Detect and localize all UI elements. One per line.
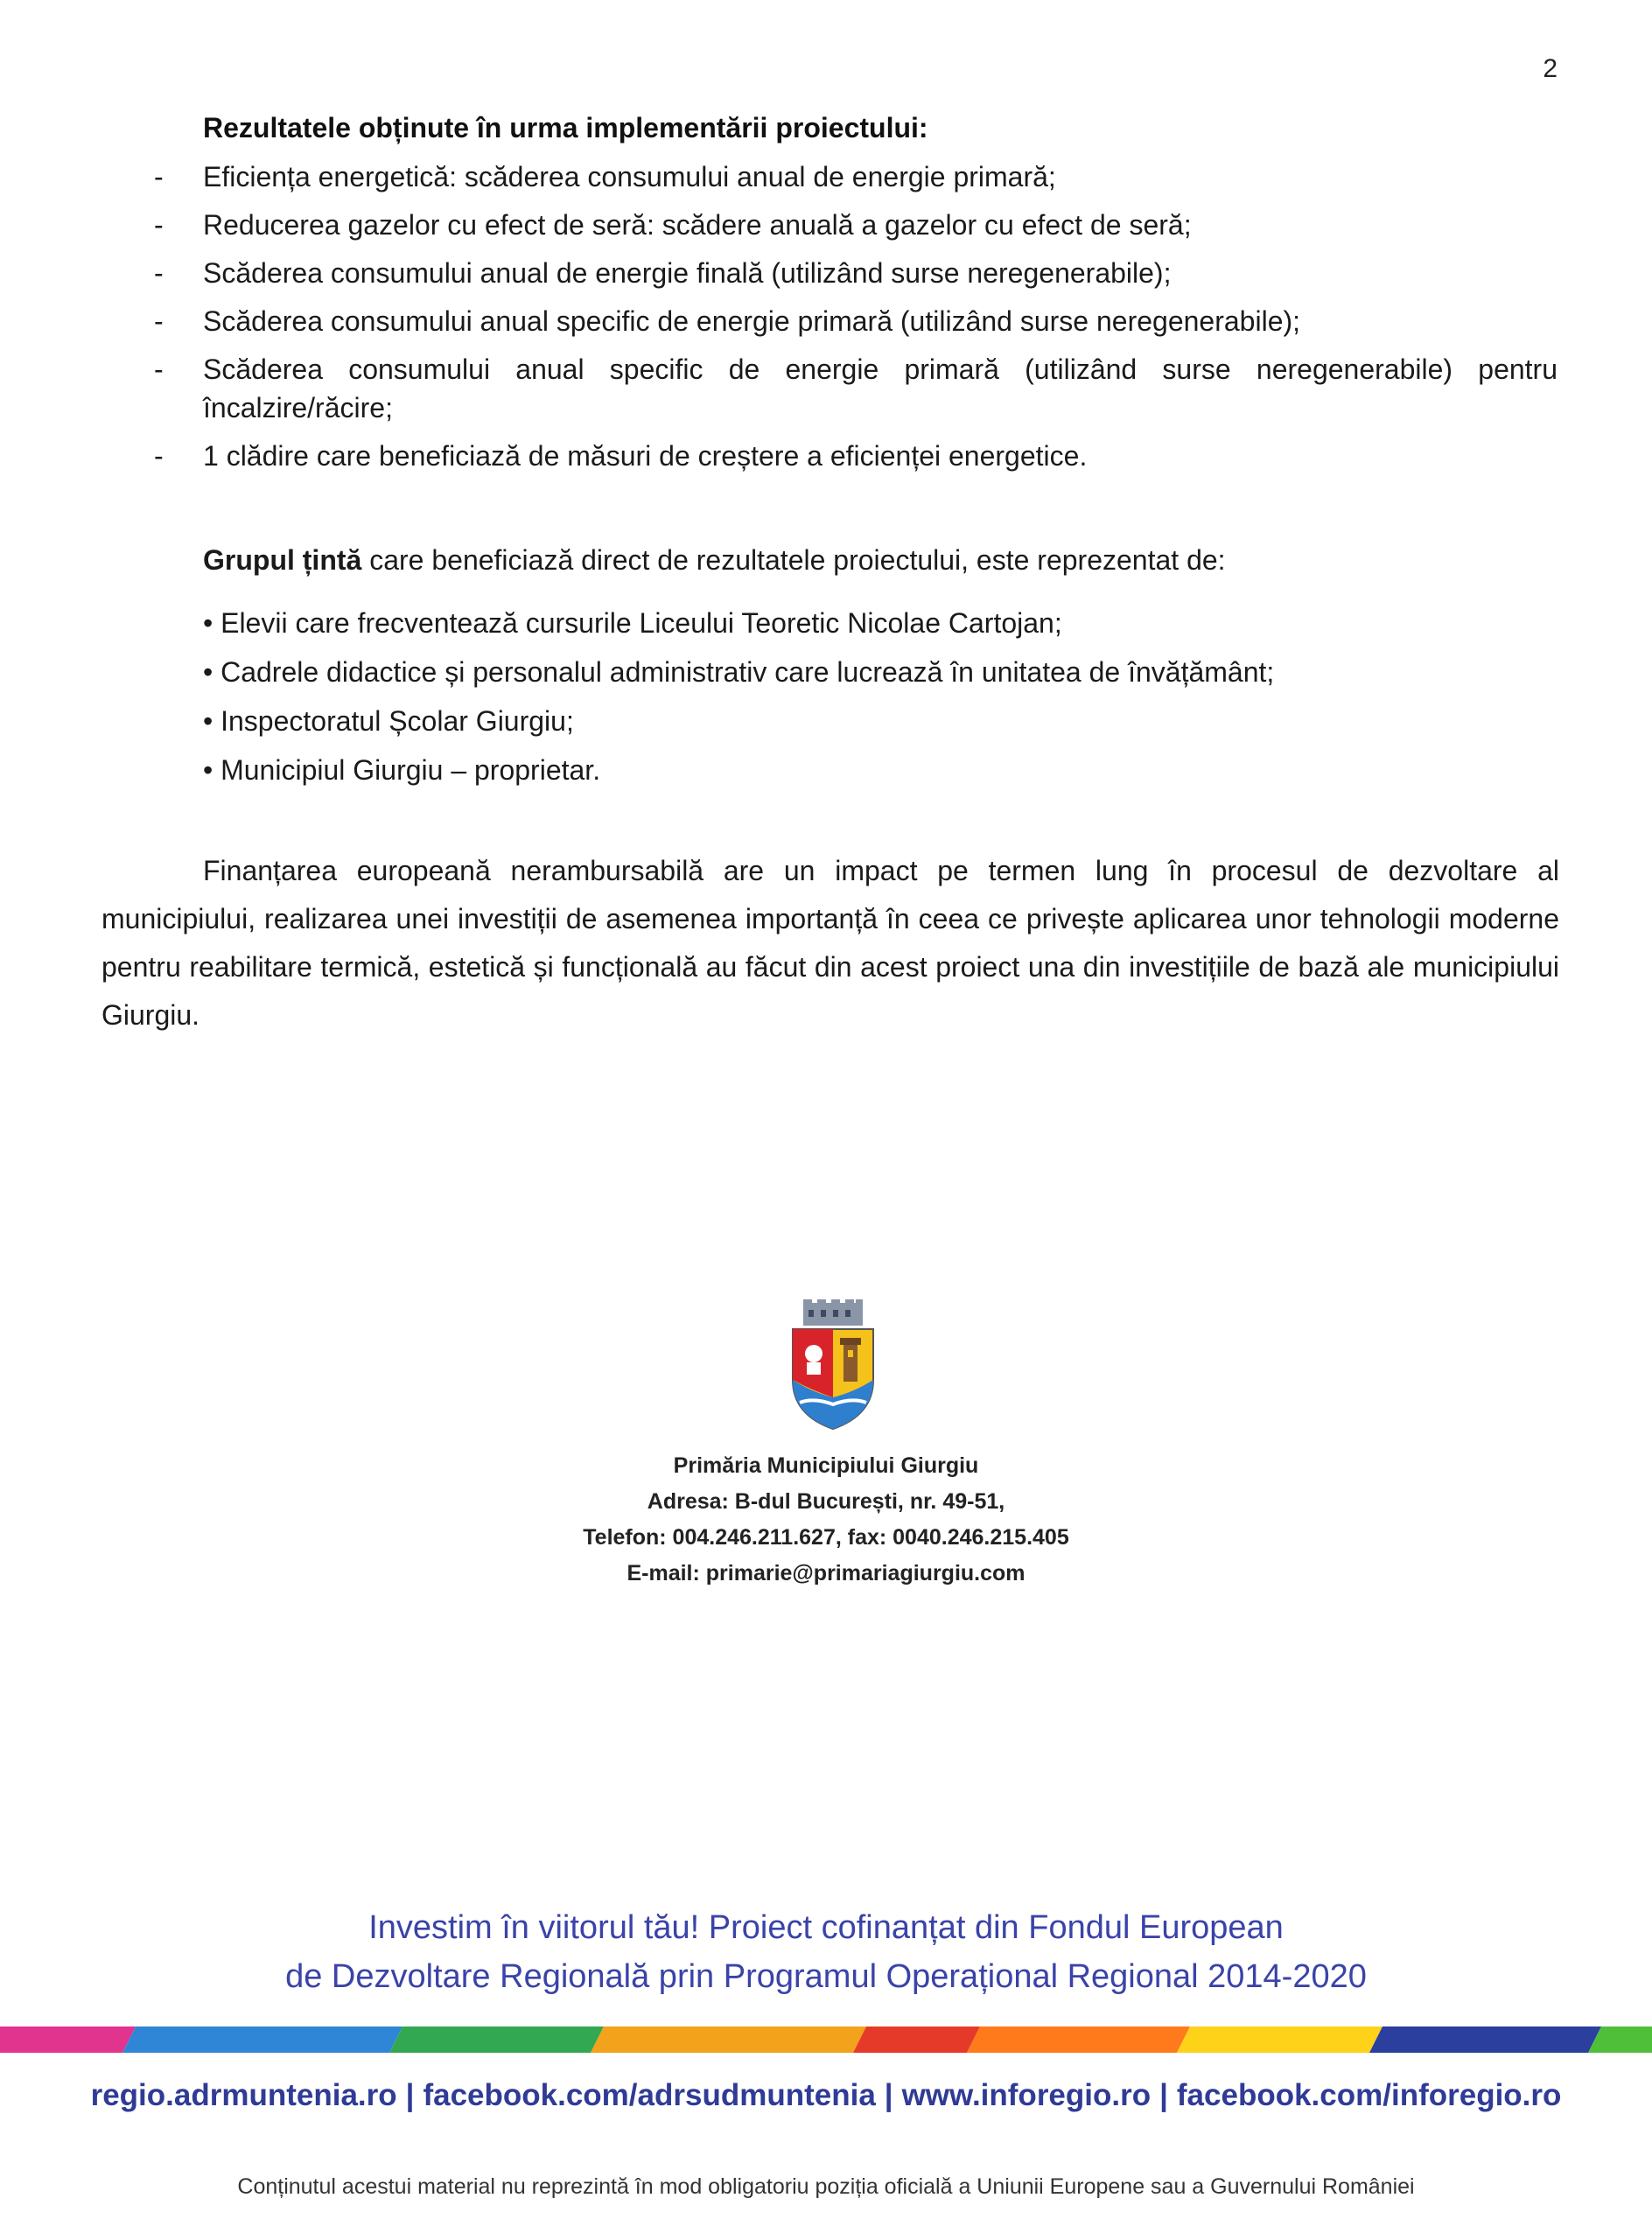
list-item <box>0 350 1652 427</box>
list-dash: - <box>154 209 164 241</box>
list-dash: - <box>154 305 164 337</box>
target-group-list <box>203 604 1274 800</box>
link-facebook-adrsudmuntenia[interactable]: facebook.com/adrsudmuntenia <box>423 2078 876 2112</box>
list-dash: - <box>154 354 164 385</box>
list-item-text: Eficiența energetică: scăderea consumului anual de energie primară; <box>203 161 1056 192</box>
list-item: • Municipiul Giurgiu – proprietar. <box>203 754 601 786</box>
link-facebook-inforegio[interactable]: facebook.com/inforegio.ro <box>1176 2078 1562 2112</box>
list-item-text: Scăderea consumului anual specific de energie primară (utilizând surse neregenerabile); <box>203 305 1301 337</box>
list-item <box>0 302 1652 340</box>
list-item: • Elevii care frecventează cursurile Liceului Teoretic Nicolae Cartojan; <box>203 607 1062 639</box>
list-item-text: Scăderea consumului anual specific de energie primară (utilizând surse neregenerabile) pentru încalzire/răcire; <box>203 354 1558 424</box>
list-item <box>0 158 1652 196</box>
list-dash: - <box>154 257 164 289</box>
link-inforegio[interactable]: www.inforegio.ro <box>901 2078 1152 2112</box>
target-group-text: care beneficiază direct de rezultatele proiectului, este reprezentat de: <box>361 544 1226 576</box>
footer-slogan <box>0 1903 1652 2001</box>
link-separator: | <box>884 2078 893 2112</box>
list-item: • Inspectoratul Școlar Giurgiu; <box>203 705 574 737</box>
contact-address: Adresa: B-dul București, nr. 49-51, <box>647 1489 1005 1514</box>
footer-disclaimer: Conținutul acestui material nu reprezintă în mod obligatoriu poziția oficială a Uniunii Europene sau a Guvernului României <box>237 2174 1415 2199</box>
slogan-line-2: de Dezvoltare Regională prin Programul Operațional Regional 2014-2020 <box>285 1958 1367 1995</box>
target-group-intro <box>203 544 1226 577</box>
results-heading: Rezultatele obținute în urma implementării proiectului: <box>203 112 928 144</box>
footer-links <box>0 2078 1652 2113</box>
list-item <box>0 254 1652 292</box>
link-separator: | <box>405 2078 415 2112</box>
link-separator: | <box>1159 2078 1168 2112</box>
slogan-line-1: Investim în viitorul tău! Proiect cofinanțat din Fondul European <box>368 1909 1284 1946</box>
contact-phone: Telefon: 004.246.211.627, fax: 0040.246.215.405 <box>583 1525 1069 1550</box>
link-regio-adrmuntenia[interactable]: regio.adrmuntenia.ro <box>90 2078 397 2112</box>
contact-name: Primăria Municipiului Giurgiu <box>673 1453 979 1478</box>
list-item-text: Scăderea consumului anual de energie finală (utilizând surse neregenerabile); <box>203 257 1172 289</box>
list-item-text: Reducerea gazelor cu efect de seră: scădere anuală a gazelor cu efect de seră; <box>203 209 1192 241</box>
contact-block <box>0 1448 1652 1592</box>
rainbow-stripe <box>0 2026 1652 2053</box>
list-item <box>0 206 1652 244</box>
results-list <box>0 158 1652 485</box>
list-dash: - <box>154 440 164 472</box>
list-item <box>0 437 1652 475</box>
closing-paragraph: Finanțarea europeană nerambursabilă are un impact pe termen lung în procesul de dezvoltare al municipiului, realizarea unei investiții de asemenea importanță în ceea ce privește aplicarea unor tehnologii moderne pentru reabilitare termică, estetică și funcțională au făcut din acest proiect una din investițiile de bază ale municipiului Giurgiu. <box>102 855 1559 1031</box>
list-item-text: 1 clădire care beneficiază de măsuri de creștere a eficienței energetice. <box>203 440 1088 472</box>
giurgiu-coat-of-arms-icon <box>788 1299 878 1432</box>
page-number: 2 <box>1543 54 1558 83</box>
contact-email: E-mail: primarie@primariagiurgiu.com <box>626 1561 1026 1586</box>
list-dash: - <box>154 161 164 192</box>
list-item: • Cadrele didactice și personalul administrativ care lucrează în unitatea de învățământ; <box>203 656 1275 688</box>
target-group-label: Grupul țintă <box>203 544 362 576</box>
